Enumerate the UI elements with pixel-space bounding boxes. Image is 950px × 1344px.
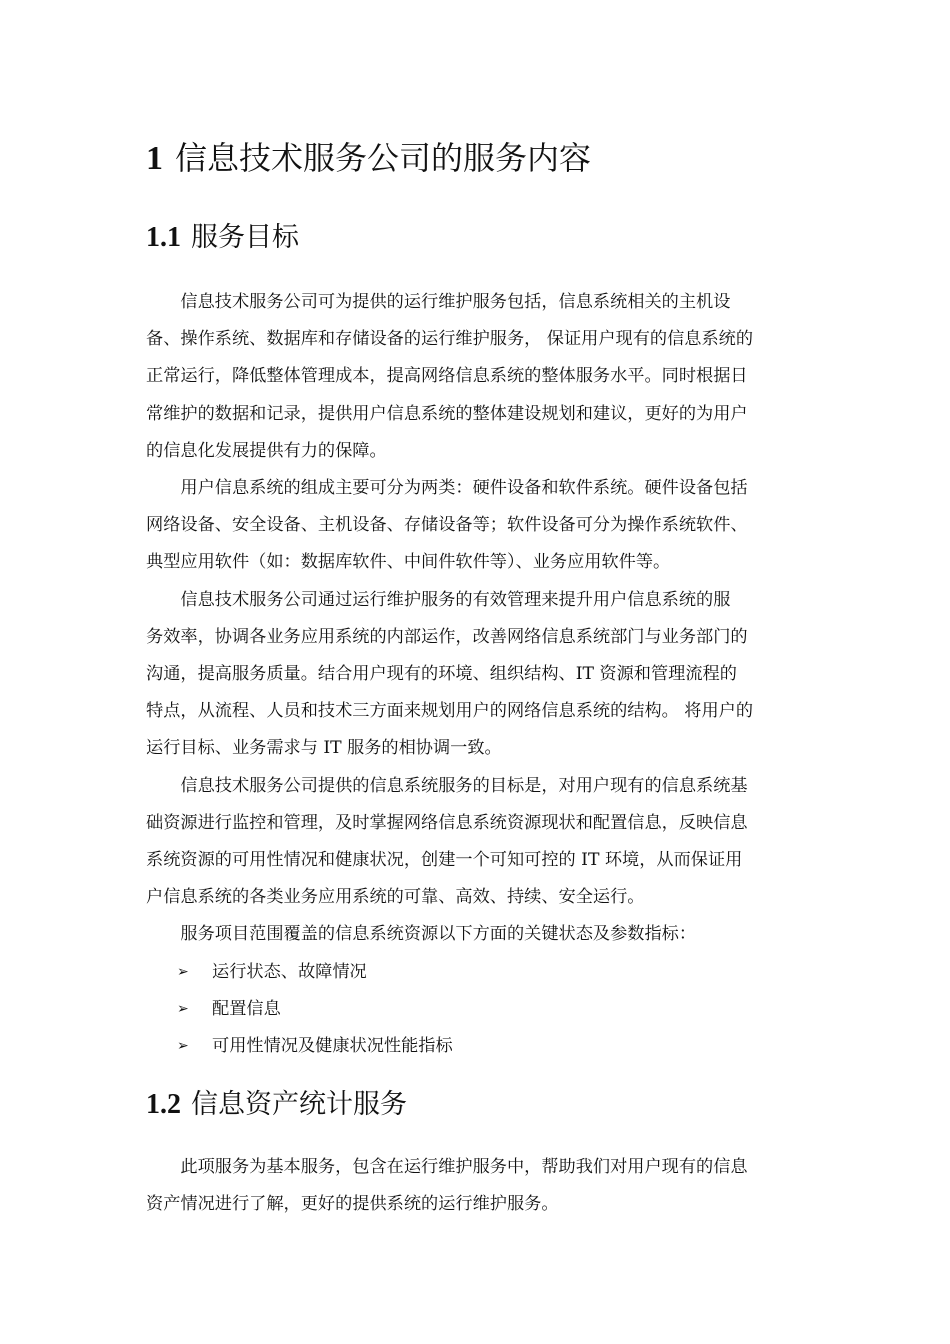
text-line: 系统资源的可用性情况和健康状况，创建一个可知可控的 IT 环境，从而保证用 — [146, 850, 743, 871]
text-line: 服务项目范围覆盖的信息系统资源以下方面的关键状态及参数指标： — [180, 924, 697, 945]
text-line: 务效率，协调各业务应用系统的内部运作，改善网络信息系统部门与业务部门的 — [146, 626, 748, 647]
paragraph-coverage-intro — [146, 916, 808, 953]
text-line: 资产情况进行了解，更好的提供系统的运行维护服务。 — [146, 1194, 559, 1215]
arrow-bullet-icon: ➢ — [177, 963, 189, 980]
list-item-text: 运行状态、故障情况 — [212, 961, 367, 982]
section-title: 服务目标 — [191, 222, 299, 253]
section-heading-1-2 — [146, 1083, 808, 1127]
chapter-title: 信息技术服务公司的服务内容 — [175, 139, 592, 177]
text-line: 户信息系统的各类业务应用系统的可靠、高效、持续、安全运行。 — [146, 887, 645, 908]
text-line: 典型应用软件（如：数据库软件、中间件软件等）、业务应用软件等。 — [146, 552, 671, 573]
list-item — [146, 954, 808, 991]
text-line: 备、操作系统、数据库和存储设备的运行维护服务， 保证用户现有的信息系统的 — [146, 329, 754, 350]
paragraph-service-goal — [146, 768, 808, 917]
text-line: 沟通，提高服务质量。结合用户现有的环境、组织结构、IT 资源和管理流程的 — [146, 664, 737, 685]
paragraph-efficiency — [146, 582, 808, 768]
document-body — [146, 132, 808, 1224]
text-line: 的信息化发展提供有力的保障。 — [146, 440, 387, 461]
arrow-bullet-icon: ➢ — [177, 1038, 189, 1055]
list-item — [146, 991, 808, 1028]
section-title: 信息资产统计服务 — [191, 1089, 407, 1121]
text-line: 础资源进行监控和管理，及时掌握网络信息系统资源现状和配置信息，反映信息 — [146, 812, 748, 833]
chapter-heading — [146, 132, 808, 184]
chapter-number: 1 — [146, 140, 163, 177]
text-line: 用户信息系统的组成主要可分为两类：硬件设备和软件系统。硬件设备包括 — [180, 478, 748, 499]
text-line: 此项服务为基本服务，包含在运行维护服务中，帮助我们对用户现有的信息 — [180, 1157, 748, 1178]
text-line: 信息技术服务公司提供的信息系统服务的目标是，对用户现有的信息系统基 — [180, 775, 748, 796]
paragraph-asset-statistics — [146, 1149, 808, 1223]
list-item-text: 配置信息 — [212, 998, 281, 1019]
text-line: 常维护的数据和记录，提供用户信息系统的整体建设规划和建议，更好的为用户 — [146, 403, 748, 424]
section-number: 1.1 — [146, 222, 181, 253]
text-line: 信息技术服务公司通过运行维护服务的有效管理来提升用户信息系统的服 — [180, 589, 731, 610]
text-line: 正常运行，降低整体管理成本，提高网络信息系统的整体服务水平。同时根据日 — [146, 366, 748, 387]
text-line: 特点，从流程、人员和技术三方面来规划用户的网络信息系统的结构。 将用户的 — [146, 701, 754, 722]
text-line: 运行目标、业务需求与 IT 服务的相协调一致。 — [146, 738, 502, 759]
arrow-bullet-icon: ➢ — [177, 1000, 189, 1017]
list-item — [146, 1028, 808, 1065]
paragraph-system-composition — [146, 470, 808, 582]
list-item-text: 可用性情况及健康状况性能指标 — [212, 1036, 453, 1057]
section-number: 1.2 — [146, 1089, 181, 1121]
paragraph-service-scope — [146, 284, 808, 470]
text-line: 信息技术服务公司可为提供的运行维护服务包括，信息系统相关的主机设 — [180, 292, 731, 312]
coverage-bullet-list — [146, 954, 808, 1066]
section-heading-1-1 — [146, 216, 808, 260]
text-line: 网络设备、安全设备、主机设备、存储设备等；软件设备可分为操作系统软件、 — [146, 515, 748, 536]
